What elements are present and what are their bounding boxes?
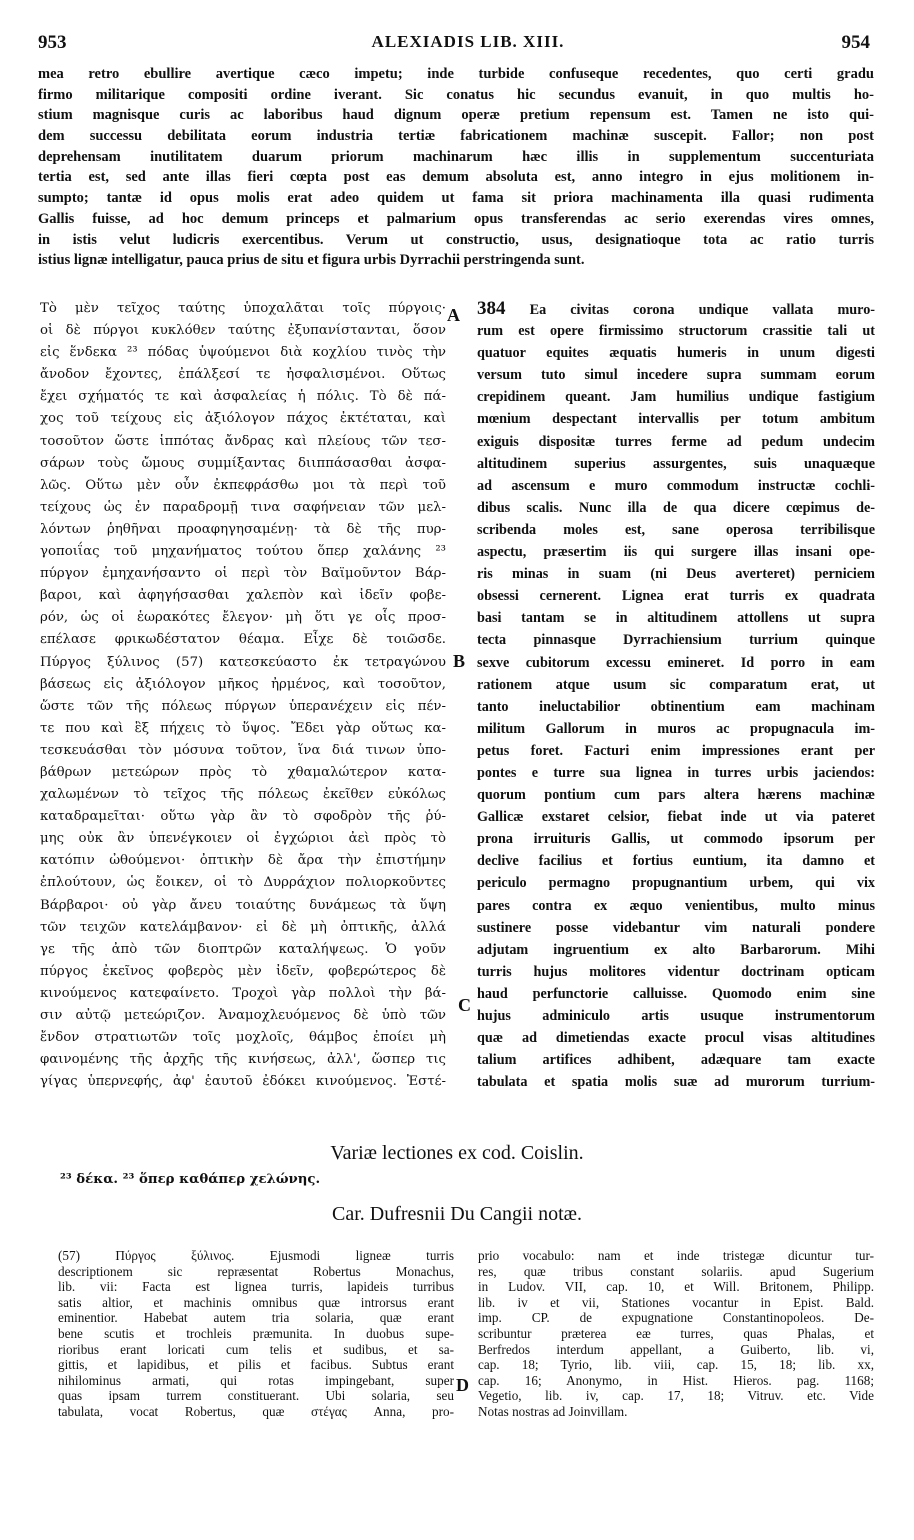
- latin-line: sexve cubitorum excessu emineret. Id porro in eam: [477, 654, 875, 671]
- latin-line: quæ ad dimetiendas exacte procul visas altitudines: [477, 1030, 875, 1047]
- latin-line: hujus adminiculo artis usuque instrumentorum: [477, 1008, 875, 1024]
- intro-line: stium magnisque curis ac laboribus haud dignum operæ pretium repensum est. Tamen ne isto qui-: [38, 107, 874, 124]
- notae-title: Car. Dufresnii Du Cangii notæ.: [332, 1203, 582, 1225]
- greek-line: χος τοῦ τείχους εἰς ἀξιόλογον πάχος ἐκτέταται, καὶ: [40, 411, 446, 427]
- greek-line: λόντων ῥηθῆναι προαφηγησαμένῃ· τὰ δὲ τῆς πυρ-: [40, 521, 446, 537]
- note-line: (57) Πύργος ξύλινος. Ejusmodi ligneæ turris: [58, 1248, 454, 1263]
- latin-line: tecta pinnasque Dyrrachiensium turrium quinque: [477, 632, 875, 649]
- greek-line: ἔχει σχήματός τε καὶ ἀσφαλείας ἡ πόλις. Τὸ δὲ πά-: [40, 389, 446, 405]
- latin-line: mœnium despectant intervallis per totum ambitum: [477, 411, 875, 428]
- latin-line: exiguis dispositæ turres ferme ad pedum undecim: [477, 433, 875, 450]
- note-line: gittis, et lapidibus, et pilis et facibus. Subtus erant: [58, 1357, 454, 1373]
- greek-line: χαλωμένων τὸ τεῖχος τῆς πόλεως ἐκεῖθεν εὐκόλως: [40, 787, 446, 803]
- greek-line: τοσοῦτον ὥστε ἱππότας ἄνδρας καὶ πλείους τῶν τεσ-: [40, 433, 446, 449]
- intro-line: dem successu debilitata eorum industria tertiæ fabricationem machinæ suscepit. Fallor; non post: [38, 128, 874, 145]
- notes-left-column: [58, 1248, 454, 1420]
- latin-line: pares contra ex æquo venientibus, multo minus: [477, 897, 875, 914]
- intro-line: tertia est, sed ante illas fieri cœpta post eas demum absoluta est, anno integro in ejus molitionem in-: [38, 169, 874, 186]
- latin-line: periculo permagno propugnantium urbem, qui vix: [477, 875, 875, 892]
- note-line: cap. 18; Tyrio, lib. viii, cap. 15, 18; lib. xx,: [478, 1357, 874, 1373]
- greek-line: οἱ δὲ πύργοι κυκλόθεν ταύτης ἐξυπανίστανται, ὅσον: [40, 323, 446, 339]
- latin-line: rum est opere firmissimo structorum crassitie tali ut: [477, 323, 875, 340]
- greek-line: βαροι, καὶ ἀφηγήσασθαι χαλεπὸν καὶ ἰδεῖν φοβε-: [40, 588, 446, 604]
- variae-text: ²³ δέκα. ²³ ὅπερ καθάπερ χελώνης.: [60, 1172, 321, 1187]
- note-line: lib. vii: Facta est lignea turris, lapideis turribus: [58, 1279, 454, 1295]
- note-line: lib. iv et vii, Stationes vocantur in Epist. Bald.: [478, 1294, 874, 1310]
- latin-line: sustinere posse videbantur vim naturali pondere: [477, 919, 875, 936]
- page-number-right: 954: [841, 32, 870, 53]
- latin-line: talium artifices adhibent, adæquare tam exacte: [477, 1052, 875, 1069]
- latin-line: dibus scalis. Nunc illa de qua dicere cœpimus de-: [477, 499, 875, 516]
- page-number-left: 953: [38, 32, 67, 53]
- greek-line: γοποιΐας τοῦ μηχανήματος τούτου ὅπερ χαλάνης ²³: [40, 544, 446, 560]
- intro-line: deprehensam inutilitatem duarum priorum machinarum hæc illis in supplementum succenturiata: [38, 148, 874, 165]
- greek-column: [40, 298, 446, 1093]
- intro-line: sumpto; tantæ id opus molis erat adeo quidem ut fama sit priora machinamenta illa quasi rudimenta: [38, 190, 874, 207]
- latin-line: turris hujus molitores videntur doctrinam opticam: [477, 963, 875, 980]
- greek-line: βάθρων μετεώρων πρὸς τὸ χθαμαλώτερον κατα-: [40, 764, 446, 780]
- latin-line: tabulata et spatia molis suæ ad murorum turrium-: [477, 1074, 875, 1091]
- intro-line: in istis velut ludicris exercentibus. Verum ut constructio, usus, designatioque tota ac ratio turris: [38, 231, 874, 248]
- note-line: in Ludov. VII, cap. 10, et Will. Britonem, Philipp.: [478, 1279, 874, 1295]
- greek-line: σιν αὐτῷ μετεώριζον. Ἀναμοχλευόμενος δὲ ὑπὸ τῶν: [40, 1008, 446, 1023]
- note-line: rioribus erant loricati cum telis et sudibus, et sa-: [58, 1341, 454, 1357]
- note-line: Vegetio, lib. iv, cap. 17, 18; Vitruv. etc. Vide: [478, 1388, 874, 1404]
- greek-line: πύργον ἐμηχανήσαντο οἱ περὶ τὸν Βαϊμοῦντον Βάρ-: [40, 566, 446, 582]
- note-line: satis altior, et machinis omnibus quæ introrsus erant: [58, 1294, 454, 1310]
- latin-line: quatuor equites æquatis humeris in unum digesti: [477, 345, 875, 362]
- latin-line: ris minas in suam (ni Deus averteret) perniciem: [477, 566, 875, 583]
- greek-line: ἄνοδον ἔχοντες, ἐπάλξεσί τε ἠσφαλισμένοι. Οὕτως: [40, 367, 446, 383]
- greek-line: γε τῆς ἀπὸ τῶν διοπτρῶν καταλήψεως. Ὁ γοῦν: [40, 941, 446, 957]
- note-line: descriptionem sic repræsentat Robertus Monachus,: [58, 1263, 454, 1279]
- greek-line: βάσεως εἰς ἀξιόλογον μῆκος ἠρμένος, καὶ τοσοῦτον,: [40, 676, 446, 692]
- latin-line: rationem atque usum sic comparatum erat, ut: [477, 676, 875, 693]
- greek-line: τῶν τειχῶν κατελάμβανον· εἰ δὲ μὴ ὀπτικῆς, ἀλλά: [40, 919, 446, 935]
- intro-line: firmo militarique compositi ordine iverant. Sic conatus hic secundus evanuit, in quo multis ho-: [38, 86, 874, 103]
- running-title: ALEXIADIS LIB. XIII.: [371, 32, 565, 51]
- latin-line: obsessi cernerent. Lignea erat turris ex quadrata: [477, 588, 875, 605]
- greek-line: Τὸ μὲν τεῖχος ταύτης ὑποχαλᾶται τοῖς πύργοις·: [40, 301, 446, 316]
- greek-line: καταδραμεῖται· οὕτω γὰρ ἂν τὸ σφοδρὸν τῆς ῥύ-: [40, 809, 446, 825]
- greek-line: ὥστε τῶν τῆς πόλεως πύργων ὑπερανέχειν εἰς πέν-: [40, 698, 446, 714]
- greek-line: κινούμενος κατεφαίνετο. Τροχοὶ γὰρ πολλοὶ τὴν βά-: [40, 985, 446, 1001]
- margin-marker-d: D: [456, 1375, 469, 1395]
- margin-marker-c: C: [458, 995, 471, 1015]
- latin-line: scribenda moles est, sane operosa terribilisque: [477, 521, 875, 538]
- latin-line: Ea civitas corona undique vallata muro-: [529, 302, 875, 318]
- greek-line: ἔνδον στρατιωτῶν τοῖς μοχλοῖς, θάμβος ἐποίει μὴ: [40, 1030, 446, 1046]
- latin-line: adjutam ingruentium ex alto Barbarorum. Mihi: [477, 941, 875, 958]
- note-line: bene scutis et trochleis præmunita. In duobus supe-: [58, 1325, 454, 1341]
- note-line: quas ipsam turrem constituerant. Ubi solaria, seu: [58, 1388, 454, 1404]
- greek-line: ρόν, ὡς οἱ ἑωρακότες ἔλεγον· μὴ ὅτι γε οἷς προσ-: [40, 610, 446, 626]
- intro-paragraph: [38, 64, 874, 271]
- latin-line: tanto ineluctabilior obtinentium eam machinam: [477, 698, 875, 715]
- latin-line: ad ascensum e muro commodum instructæ cochli-: [477, 477, 875, 494]
- note-line: res, quæ tribus constant solariis. apud Sugerium: [478, 1263, 874, 1279]
- note-line: cap. 16; Anonymo, in Hist. Hieros. pag. 1168;: [478, 1372, 874, 1388]
- margin-marker-a: A: [447, 305, 460, 325]
- latin-line: aspectu, præsertim iis qui surgere illas insani ope-: [477, 544, 875, 561]
- latin-line: Gallicæ exstaret celsior, fiebat inde ut via pateret: [477, 809, 875, 826]
- greek-line: εἰς ἕνδεκα ²³ πόδας ὑψούμενοι διὰ κοχλίου τινὸς τὴν: [40, 345, 446, 361]
- note-line: eminentior. Habebat autem tria solaria, quæ erant: [58, 1310, 454, 1326]
- margin-marker-b: B: [453, 651, 466, 671]
- greek-line: πύργος ἐκεῖνος φοβερὸς μὲν ἰδεῖν, φοβερώτερος δὲ: [40, 963, 446, 979]
- note-line: nihilominus armati, qui rotas impingebant, super: [58, 1372, 454, 1388]
- greek-line: κατόπιν ὠθούμενοι· ὀπτικὴν δὲ ἄρα τὴν ἐπιστήμην: [40, 853, 446, 869]
- latin-first-line: [477, 298, 875, 320]
- greek-line: Βάρβαροι· οὐ γὰρ ἄνευ τοιαύτης δυνάμεως τὰ ὕψη: [40, 897, 446, 913]
- greek-line: μης οὐκ ἂν ὑπενέγκοιεν οἱ ἐγχώριοι ἀεὶ πρὸς τὸ: [40, 831, 446, 847]
- note-line: tabulata, vocat Robertus, quæ στέγας Anna, pro-: [58, 1403, 454, 1419]
- latin-line: declive facilius et fortius euntium, ita damno et: [477, 853, 875, 870]
- latin-line: altitudinem superius assurgentes, suis unaquæque: [477, 455, 875, 472]
- latin-line: militum Gallorum in muros ac propugnacula im-: [477, 720, 875, 737]
- section-number: 384: [477, 298, 506, 319]
- greek-line: τεσκευάσθαι τὸν μόσυνα τοῦτον, ἵνα διά τινων ὑπο-: [40, 742, 446, 758]
- greek-line: γίγας ὑπερνεφής, ἀφ' ἑαυτοῦ ἐδόκει κινούμενος. Ἐστέ-: [40, 1074, 446, 1090]
- intro-line: Gallis fuisse, ad hoc demum princeps et palmarium opus transferendas ac serio exerendas vires omnes,: [38, 210, 874, 227]
- note-line: Notas nostras ad Joinvillam.: [478, 1403, 628, 1419]
- latin-line: crepidinem queant. Jam humilius undique fastigium: [477, 389, 875, 406]
- latin-line: prona irruituris Gallis, ut commodo ipsorum per: [477, 831, 875, 848]
- greek-line: επέλασε φρικωδέστατον θέαμα. Εἶχε δὲ τοιῶσδε.: [40, 632, 446, 648]
- intro-line: mea retro ebullire avertique cæco impetu; inde turbide confuseque recedentes, quo certi gradu: [38, 66, 874, 82]
- notes-right-column: [478, 1248, 874, 1420]
- note-line: prio vocabulo: nam et inde tristegæ dicuntur tur-: [478, 1248, 874, 1263]
- note-line: scribuntur præterea eæ turres, quas Phalas, et: [478, 1325, 874, 1341]
- greek-line: φαινομένης τῆς ἀρχῆς τῆς κινήσεως, ἀλλ', ὥσπερ τις: [40, 1052, 446, 1068]
- note-line: imp. CP. de expugnatione Constantinopoleos. De-: [478, 1310, 874, 1326]
- latin-line: basi tantam se in altitudinem attollens ut supra: [477, 610, 875, 627]
- latin-line: haud perfunctorie calluisse. Quomodo enim sine: [477, 985, 875, 1002]
- greek-line: τε που καὶ ἓξ πήχεις τὸ ὕψος. Ἔδει γὰρ οὕτως κα-: [40, 720, 446, 736]
- greek-line: σάρων τοὺς ὤμους συμμίξαντας διιππάσασθαι ἀσφα-: [40, 455, 446, 471]
- variae-title: Variæ lectiones ex cod. Coislin.: [330, 1142, 584, 1164]
- latin-line: versum tuto simul incedere supra summam eorum: [477, 367, 875, 384]
- greek-line: λῶς. Οὕτω μὲν οὖν ἐκπεφράσθω μοι τὰ περὶ τοῦ: [40, 477, 446, 493]
- note-line: Berfredos interdum appellant, a Guiberto, lib. vi,: [478, 1341, 874, 1357]
- latin-line: pontes e turre sua lignea in turres urbis jaciendos:: [477, 764, 875, 781]
- greek-line: τείχους ὡς ἐν παραδρομῇ τινα σαφήνειαν τῶν μελ-: [40, 499, 446, 515]
- latin-line: petus foret. Facturi enim impressiones erant per: [477, 742, 875, 759]
- greek-line: Πύργος ξύλινος (57) κατεσκεύαστο ἐκ τετραγώνου: [40, 654, 446, 670]
- latin-column: [477, 298, 875, 1093]
- intro-line: istius lignæ intelligatur, pauca prius de situ et figura urbis Dyrrachii perstringenda sunt.: [38, 252, 585, 269]
- latin-line: quorum pontium cum pars altera hærens machinæ: [477, 787, 875, 804]
- greek-line: ἐπλούτουν, ὡς ἔοικεν, οἱ τὸ Δυρράχιον πολιορκοῦντες: [40, 875, 446, 891]
- page-header: [38, 32, 870, 56]
